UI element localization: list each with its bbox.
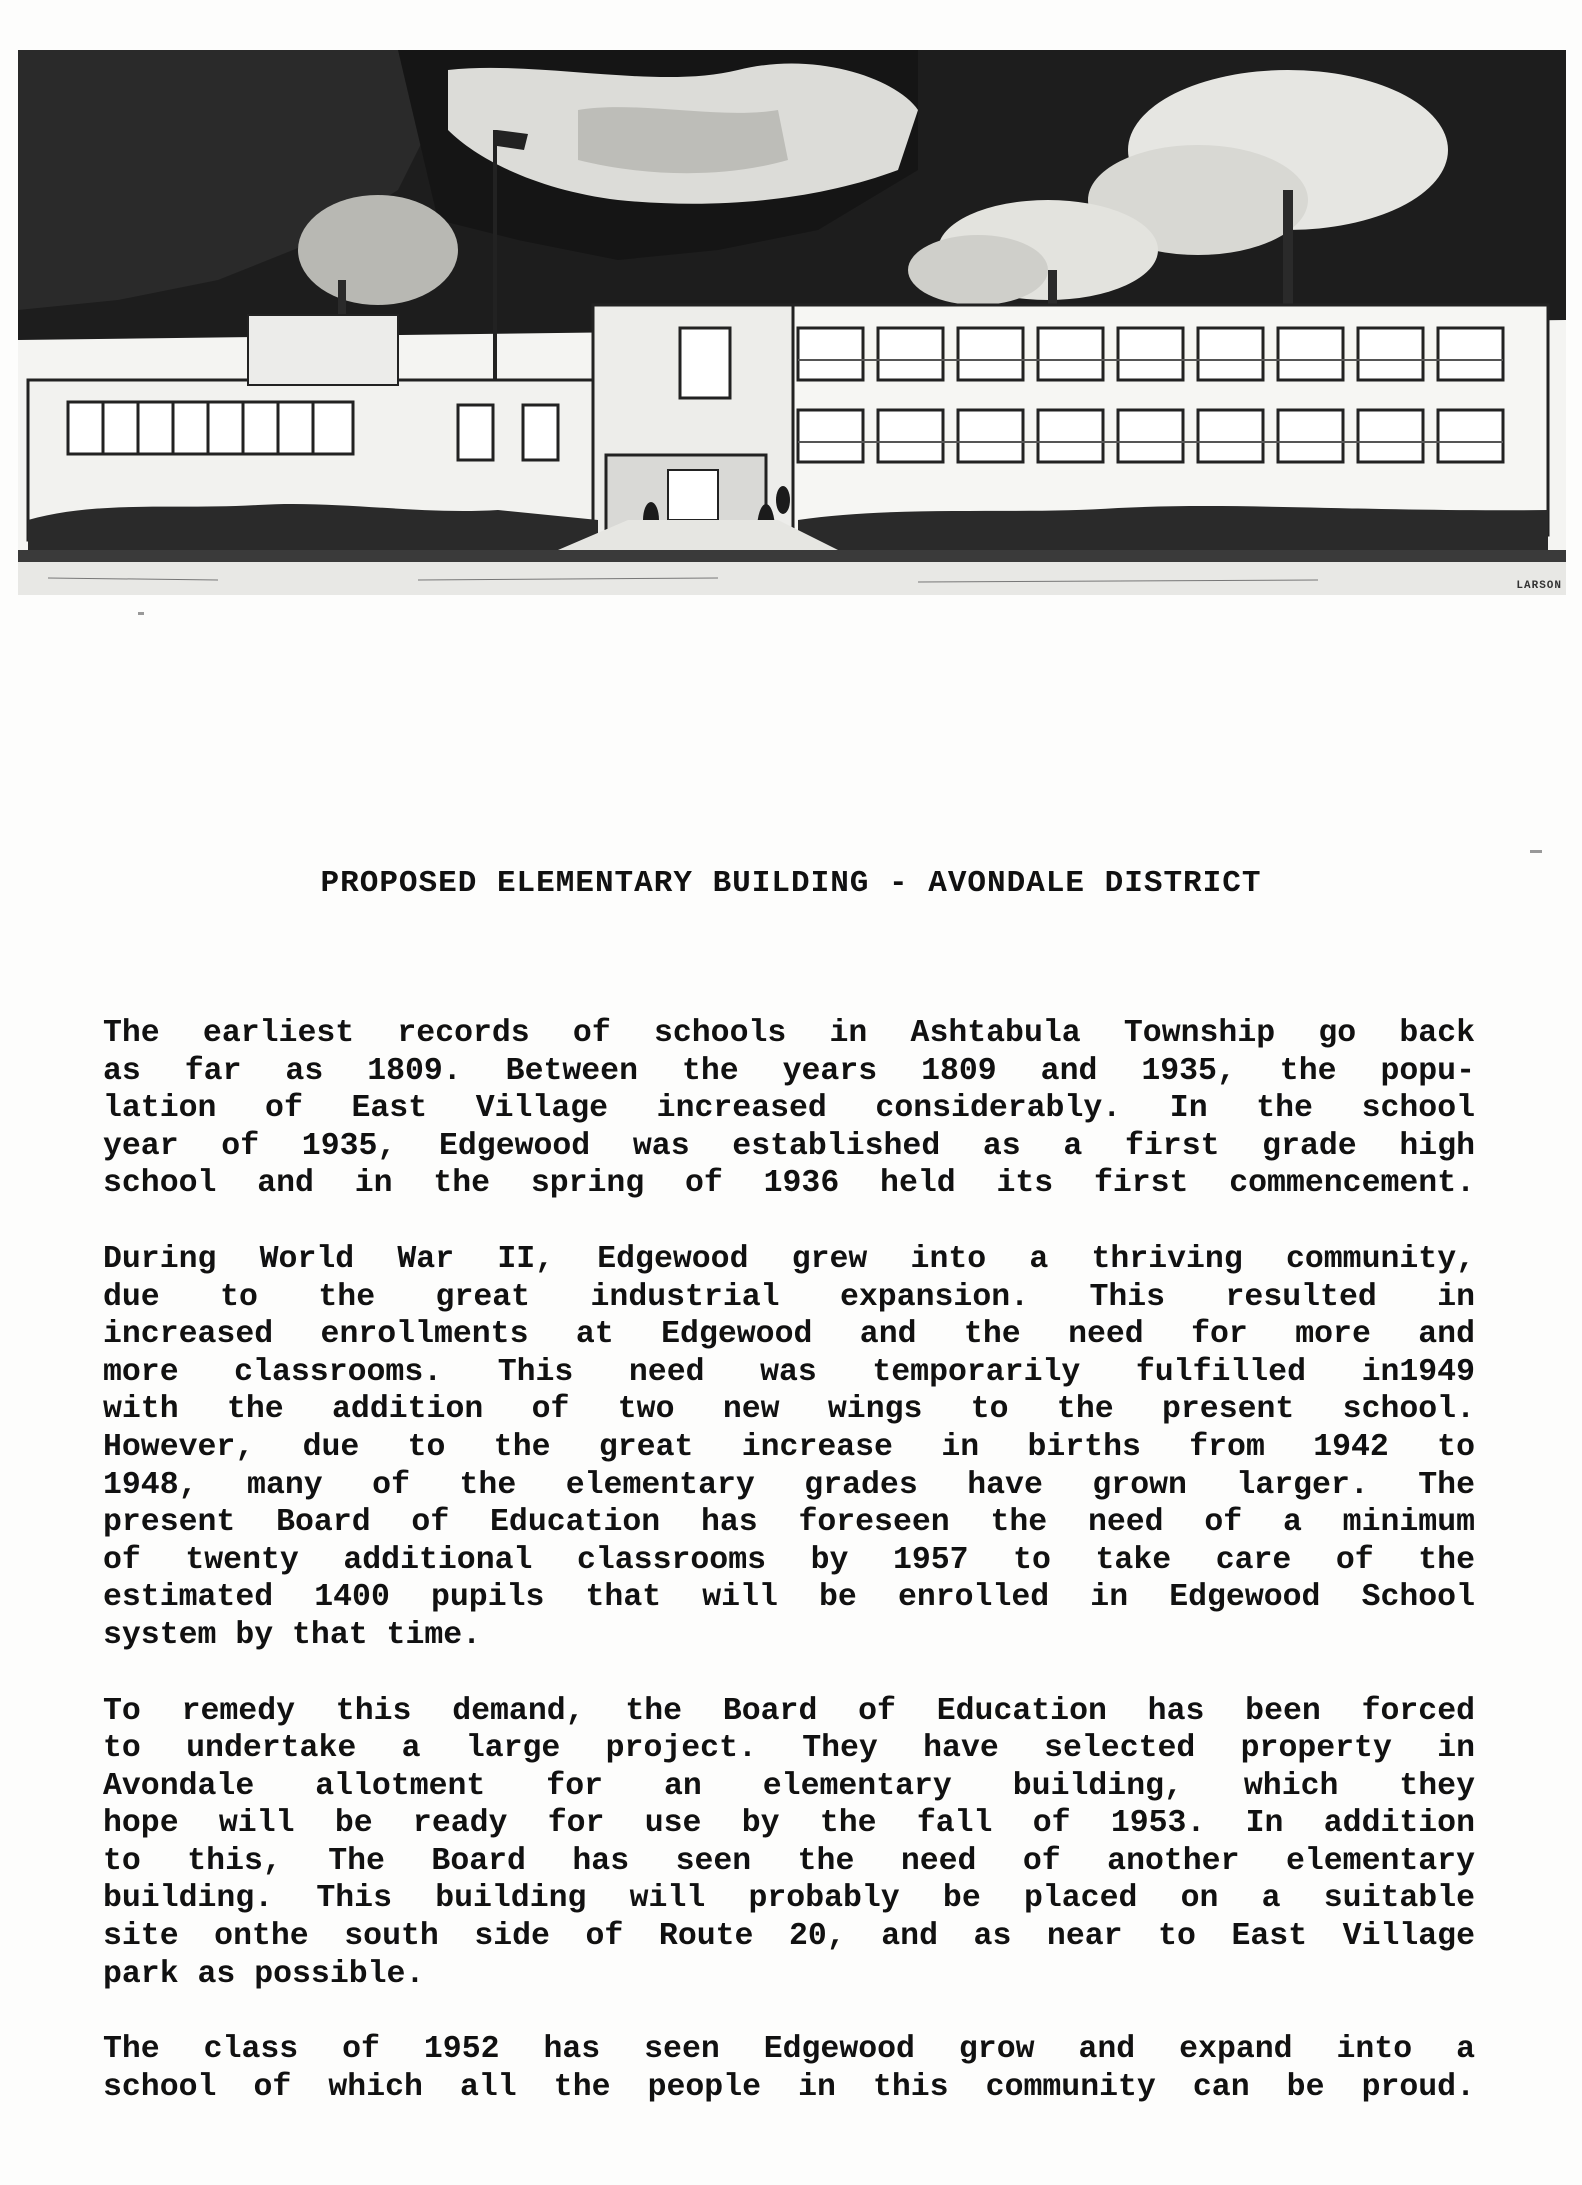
text-line: to undertake a large project. They have selected property in [103,1731,1475,1767]
text-line: park as possible. [103,1956,425,1992]
paragraph-1 [103,1015,1475,1203]
artist-signature: LARSON [1516,580,1562,592]
text-line: due to the great industrial expansion. This resulted in [103,1279,1475,1315]
heading-text: PROPOSED ELEMENTARY BUILDING - AVONDALE DISTRICT [320,866,1262,901]
text-line: 1948, many of the elementary grades have grown larger. The [103,1467,1475,1503]
text-line: The class of 1952 has seen Edgewood grow and expand into a [103,2032,1475,2068]
text-line: The earliest records of schools in Ashtabula Township go back [103,1016,1475,1051]
text-line: school and in the spring of 1936 held its first commencement. [103,1166,1475,1202]
document-heading [0,866,1582,901]
text-line: increased enrollments at Edgewood and the need for more and [103,1317,1475,1353]
document-body [103,1015,1475,2144]
text-line: to this, The Board has seen the need of another elementary [103,1843,1475,1879]
text-line: hope will be ready for use by the fall of 1953. In addition [103,1806,1475,1842]
paragraph-4 [103,2031,1475,2106]
text-line: school of which all the people in this community can be proud. [103,2069,1475,2105]
text-line: site onthe south side of Route 20, and as near to East Village [103,1919,1475,1955]
paragraph-2 [103,1241,1475,1655]
text-line: system by that time. [103,1617,482,1653]
text-line: estimated 1400 pupils that will be enrolled in Edgewood School [103,1580,1475,1616]
paragraph-3 [103,1693,1475,1994]
text-line: more classrooms. This need was temporarily fulfilled in1949 [103,1354,1475,1390]
text-line: building. This building will probably be placed on a suitable [103,1881,1475,1917]
text-line: as far as 1809. Between the years 1809 and 1935, the popu- [103,1053,1475,1089]
text-line: During World War II, Edgewood grew into a thriving community, [103,1241,1475,1277]
text-line: However, due to the great increase in births from 1942 to [103,1429,1475,1465]
scan-speck [1530,850,1542,853]
text-line: lation of East Village increased considerably. In the school [103,1091,1475,1127]
text-line: year of 1935, Edgewood was established as a first grade high [103,1128,1475,1164]
text-line: Avondale allotment for an elementary building, which they [103,1768,1475,1804]
scan-speck [138,612,144,615]
text-line: with the addition of two new wings to the present school. [103,1392,1475,1428]
school-building-illustration [18,50,1566,595]
text-line: of twenty additional classrooms by 1957 to take care of the [103,1542,1475,1578]
text-line: To remedy this demand, the Board of Education has been forced [103,1693,1475,1729]
text-line: present Board of Education has foreseen the need of a minimum [103,1505,1475,1541]
